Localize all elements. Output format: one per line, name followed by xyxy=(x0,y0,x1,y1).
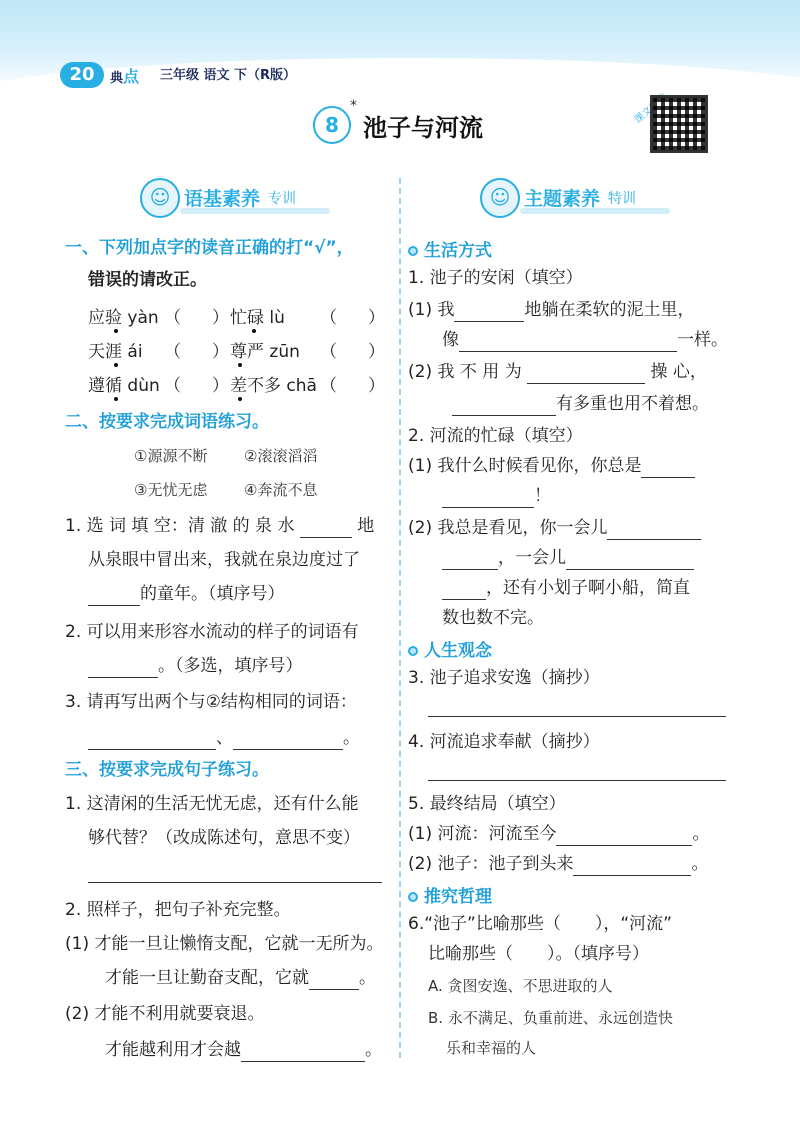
r-q3: 3. 池子追求安逸（摘抄） xyxy=(408,668,600,688)
emphasis-dot xyxy=(238,397,242,401)
word-option: ④奔流不息 xyxy=(244,481,318,499)
r-q2-2c: ，还有小划子啊小船，简直 xyxy=(442,576,690,600)
answer-blank[interactable] xyxy=(641,459,695,478)
s3-q1: 1. 这清闲的生活无忧无虑，还有什么能 xyxy=(65,794,359,814)
s3-q2-2a: (2) 才能不利用就要衰退。 xyxy=(65,1004,265,1024)
grade-label: 三年级 语文 下（R版） xyxy=(160,68,297,83)
answer-blank[interactable] xyxy=(88,731,216,750)
option-a: A. 贪图安逸、不思进取的人 xyxy=(428,977,613,995)
answer-blank[interactable] xyxy=(442,581,486,600)
r-q2-2b: ，一会儿 xyxy=(442,546,694,570)
s3-q2-1b: 才能一旦让勤奋支配，它就 。 xyxy=(105,968,376,988)
emphasis-dot xyxy=(238,363,242,367)
s1-heading: 一、下列加点字的读音正确的打“√”， xyxy=(65,238,354,258)
s3-q1-line2: 够代替？（改成陈述句，意思不变） xyxy=(88,828,360,848)
r-q2-2a: (2) 我总是看见，你一会儿 xyxy=(408,516,701,540)
left-banner xyxy=(140,178,340,218)
answer-paren[interactable]: （ xyxy=(320,308,337,328)
brand-logo: 典点 xyxy=(110,67,140,86)
column-divider xyxy=(399,178,401,1058)
word-option: ③无忧无虑 xyxy=(134,481,208,499)
lesson-number: 8 xyxy=(313,106,351,144)
answer-blank[interactable] xyxy=(233,731,343,750)
s3-q2-2b: 才能越利用才会越 。 xyxy=(105,1040,382,1060)
page-number: 20 xyxy=(60,62,104,88)
s1-heading2: 错误的请改正。 xyxy=(88,270,207,290)
s3-q2-1a: (1) 才能一旦让懒惰支配，它就一无所为。 xyxy=(65,934,384,954)
topic-philosophy: 推究哲理 xyxy=(408,882,492,907)
topic-life-view: 人生观念 xyxy=(408,636,492,661)
answer-blank[interactable] xyxy=(88,587,140,606)
answer-blank[interactable] xyxy=(527,365,645,384)
pinyin-item: 尊严 zūn xyxy=(230,342,300,362)
word-option: ②滚滚滔滔 xyxy=(244,447,318,465)
answer-paren[interactable]: （ xyxy=(164,308,181,328)
pinyin-item: 天涯 ái xyxy=(88,342,143,362)
left-banner-sub: 专训 xyxy=(268,191,296,207)
answer-blank[interactable] xyxy=(442,489,534,508)
answer-paren[interactable]: （ xyxy=(320,342,337,362)
bullet-icon xyxy=(408,892,418,902)
r-q6-b: 比喻那些（ ）。（填序号） xyxy=(428,944,649,964)
right-banner-title: 主题素养 xyxy=(524,188,601,210)
answer-blank[interactable] xyxy=(566,551,694,570)
qr-code-icon[interactable] xyxy=(650,95,710,155)
answer-blank[interactable] xyxy=(88,659,158,678)
answer-paren[interactable]: （ xyxy=(164,376,181,396)
s3-q2: 2. 照样子，把句子补充完整。 xyxy=(65,900,291,920)
r-q5-2: (2) 池子：池子到头来 。 xyxy=(408,854,709,874)
answer-blank[interactable] xyxy=(556,827,692,846)
s3-heading: 三、按要求完成句子练习。 xyxy=(65,760,269,780)
r-q1-2b: 有多重也用不着想。 xyxy=(452,392,709,416)
answer-blank[interactable] xyxy=(452,397,556,416)
r-q2-1b: ！ xyxy=(442,484,551,508)
emphasis-dot xyxy=(114,329,118,333)
s2-q2-line2: 。（多选，填序号） xyxy=(88,654,303,678)
s2-heading: 二、按要求完成词语练习。 xyxy=(65,412,269,432)
r-q1-2a: (2) 我 不 用 为 操 心， xyxy=(408,362,707,382)
emphasis-dot xyxy=(252,329,256,333)
lesson-title: 池子与河流 xyxy=(363,114,483,142)
r-q4: 4. 河流追求奉献（摘抄） xyxy=(408,732,600,752)
emphasis-dot xyxy=(114,363,118,367)
r-q2-1a: (1) 我什么时候看见你，你总是 xyxy=(408,454,695,478)
emphasis-dot xyxy=(114,397,118,401)
answer-paren[interactable]: （ xyxy=(320,376,337,396)
option-b-line2: 乐和幸福的人 xyxy=(446,1039,537,1057)
r-q1-1a: (1) 我 地躺在柔软的泥土里， xyxy=(408,300,695,320)
answer-blank[interactable] xyxy=(607,521,701,540)
answer-line[interactable] xyxy=(428,716,726,717)
s2-q3-line2: 、 。 xyxy=(88,726,360,750)
answer-line[interactable] xyxy=(88,882,382,883)
word-option: ①源源不断 xyxy=(134,447,208,465)
left-banner-title: 语基素养 xyxy=(184,188,261,210)
s2-q3: 3. 请再写出两个与②结构相同的词语： xyxy=(65,692,357,712)
option-b: B. 永不满足、负重前进、永远创造快 xyxy=(428,1009,673,1027)
s2-q1-line2: 从泉眼中冒出来，我就在泉边度过了 xyxy=(88,550,360,570)
answer-blank[interactable] xyxy=(309,971,359,990)
r-q5: 5. 最终结局（填空） xyxy=(408,794,566,814)
answer-line[interactable] xyxy=(428,780,726,781)
right-banner xyxy=(480,178,680,218)
s2-q2: 2. 可以用来形容水流动的样子的词语有 xyxy=(65,622,359,642)
lesson-star: * xyxy=(350,98,357,114)
answer-paren[interactable]: （ xyxy=(164,342,181,362)
answer-blank[interactable] xyxy=(573,857,691,876)
r-q2: 2. 河流的忙碌（填空） xyxy=(408,426,583,446)
pinyin-item: 应验 yàn xyxy=(88,308,159,328)
answer-blank[interactable] xyxy=(442,551,498,570)
r-q1: 1. 池子的安闲（填空） xyxy=(408,268,583,288)
r-q5-1: (1) 河流：河流至今 。 xyxy=(408,824,710,844)
pinyin-item: 差不多 chā xyxy=(230,376,317,396)
r-q1-1b: 像 一样。 xyxy=(442,330,728,350)
mascot-icon: ☺ xyxy=(140,178,180,218)
pinyin-item: 忙碌 lù xyxy=(230,308,285,328)
bullet-icon xyxy=(408,646,418,656)
r-q2-2d: 数也数不完。 xyxy=(442,608,544,628)
s2-q1: 1. 选 词 填 空：清 澈 的 泉 水 地 xyxy=(65,516,375,536)
right-banner-sub: 特训 xyxy=(608,191,636,207)
answer-blank[interactable] xyxy=(241,1043,365,1062)
answer-blank[interactable] xyxy=(459,333,677,352)
bullet-icon xyxy=(408,246,418,256)
topic-lifestyle: 生活方式 xyxy=(408,236,492,261)
pinyin-item: 遵循 dùn xyxy=(88,376,160,396)
answer-blank[interactable] xyxy=(300,519,352,538)
r-q6-a: 6.“池子”比喻那些（ ），“河流” xyxy=(408,914,672,934)
answer-blank[interactable] xyxy=(454,303,524,322)
s2-q1-line3: 的童年。（填序号） xyxy=(88,582,285,606)
mascot-icon: ☺ xyxy=(480,178,520,218)
